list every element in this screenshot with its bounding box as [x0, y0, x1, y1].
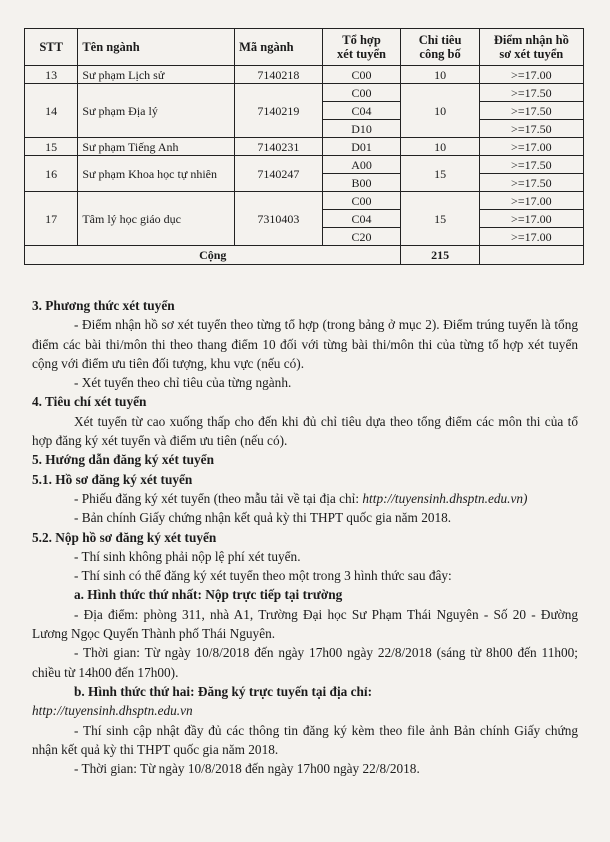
method-b-link[interactable]: http://tuyensinh.dhsptn.edu.vn [32, 703, 193, 719]
cell-stt: 15 [25, 138, 78, 156]
total-value: 215 [401, 246, 479, 265]
cell-combination: C00 [322, 192, 401, 210]
cell-quota: 15 [401, 192, 479, 246]
cell-combination: C04 [322, 210, 401, 228]
table-row [25, 156, 584, 174]
cell-quota: 10 [401, 66, 479, 84]
cell-major-name: Sư phạm Lịch sử [78, 66, 235, 84]
cell-major-code: 7140247 [235, 156, 323, 192]
cell-min-score: >=17.50 [479, 84, 583, 102]
header-quota-line1: Chỉ tiêu [418, 33, 462, 47]
cell-stt: 13 [25, 66, 78, 84]
header-quota [401, 29, 479, 66]
section-5-1-link[interactable]: http://tuyensinh.dhsptn.edu.vn) [362, 490, 528, 506]
cell-stt: 17 [25, 192, 78, 246]
cell-min-score: >=17.00 [479, 138, 583, 156]
table-row [25, 66, 584, 84]
cell-combination: C04 [322, 102, 401, 120]
section-5-2-paragraph-1: - Thí sinh không phải nộp lệ phí xét tuyển. [74, 548, 301, 564]
document-body [32, 296, 578, 778]
header-major-code: Mã ngành [235, 29, 323, 66]
section-5-1-paragraph-1 [32, 489, 578, 508]
section-5-2-paragraph-2: - Thí sinh có thể đăng ký xét tuyển theo một trong 3 hình thức sau đây: [74, 568, 452, 584]
header-min-score-line1: Điểm nhận hồ [493, 33, 569, 47]
cell-min-score: >=17.50 [479, 120, 583, 138]
section-5-title: 5. Hướng dẫn đăng ký xét tuyển [32, 452, 214, 468]
section-3-paragraph-1: - Điểm nhận hồ sơ xét tuyển theo từng tổ hợp (trong bảng ở mục 2). Điểm trúng tuyển là tổng điểm các bài thi/môn thi theo thang điểm 10 đối với từng bài thi/môn thi của từng tổ hợp xét tuyển cộng với điểm ưu tiên đối tượng, khu vực (nếu có). [32, 317, 578, 371]
section-5-1-form-text: - Phiếu đăng ký xét tuyển (theo mẫu tải về tại địa chỉ: [74, 490, 360, 506]
cell-min-score: >=17.50 [479, 102, 583, 120]
cell-quota: 10 [401, 138, 479, 156]
cell-combination: C20 [322, 228, 401, 246]
header-combination [322, 29, 401, 66]
header-min-score-line2: sơ xét tuyển [499, 47, 564, 61]
section-3-title: 3. Phương thức xét tuyển [32, 298, 175, 313]
table-total-row [25, 246, 584, 265]
cell-major-code: 7140218 [235, 66, 323, 84]
cell-stt: 16 [25, 156, 78, 192]
header-combination-line2: xét tuyển [337, 47, 386, 61]
header-min-score [479, 29, 583, 66]
cell-min-score: >=17.50 [479, 174, 583, 192]
cell-major-name: Sư phạm Tiếng Anh [78, 138, 235, 156]
section-4-title: 4. Tiêu chí xét tuyển [32, 394, 147, 410]
total-empty-cell [479, 246, 583, 265]
cell-combination: D10 [322, 120, 401, 138]
admission-quota-table [24, 28, 584, 265]
table-row [25, 138, 584, 156]
cell-combination: C00 [322, 66, 401, 84]
method-b-paragraph-1: - Thí sinh cập nhật đầy đủ các thông tin đăng ký kèm theo file ảnh Bản chính Giấy chứng nhận kết quả kỳ thi THPT quốc gia năm 2018. [32, 722, 578, 757]
cell-major-code: 7140219 [235, 84, 323, 138]
section-3-paragraph-2: - Xét tuyển theo chỉ tiêu của từng ngành. [74, 375, 292, 391]
cell-min-score: >=17.00 [479, 66, 583, 84]
header-stt: STT [25, 29, 78, 66]
method-a-title: a. Hình thức thứ nhất: Nộp trực tiếp tại trường [74, 587, 343, 603]
cell-min-score: >=17.00 [479, 210, 583, 228]
method-b-title: b. Hình thức thứ hai: Đăng ký trực tuyến tại địa chỉ: [74, 683, 373, 699]
cell-major-name: Tâm lý học giáo dục [78, 192, 235, 246]
section-5-1-paragraph-2: - Bản chính Giấy chứng nhận kết quả kỳ thi THPT quốc gia năm 2018. [74, 510, 452, 526]
cell-min-score: >=17.00 [479, 228, 583, 246]
method-a-paragraph-1: - Địa điểm: phòng 311, nhà A1, Trường Đại học Sư Phạm Thái Nguyên - Số 20 - Đường Lương Ngọc Quyến Thành phố Thái Nguyên. [32, 606, 578, 642]
cell-min-score: >=17.00 [479, 192, 583, 210]
table-row [25, 84, 584, 102]
cell-combination: C00 [322, 84, 401, 102]
section-5-2-title: 5.2. Nộp hồ sơ đăng ký xét tuyển [32, 529, 217, 545]
cell-min-score: >=17.50 [479, 156, 583, 174]
cell-major-name: Sư phạm Khoa học tự nhiên [78, 156, 235, 192]
cell-major-code: 7140231 [235, 138, 323, 156]
method-a-paragraph-2: - Thời gian: Từ ngày 10/8/2018 đến ngày 17h00 ngày 22/8/2018 (sáng từ 8h00 đến 11h00; chiều từ 14h00 đến 17h00). [32, 645, 578, 680]
cell-combination: A00 [322, 156, 401, 174]
header-major-name: Tên ngành [78, 29, 235, 66]
table-header-row [25, 29, 584, 66]
table-row [25, 192, 584, 210]
cell-combination: D01 [322, 138, 401, 156]
method-b-paragraph-2: - Thời gian: Từ ngày 10/8/2018 đến ngày 17h00 ngày 22/8/2018. [74, 761, 420, 777]
cell-stt: 14 [25, 84, 78, 138]
cell-combination: B00 [322, 174, 401, 192]
method-b-url-line [32, 701, 578, 720]
section-5-1-title: 5.1. Hồ sơ đăng ký xét tuyển [32, 471, 193, 487]
total-label: Cộng [25, 246, 401, 265]
cell-major-code: 7310403 [235, 192, 323, 246]
header-quota-line2: công bố [419, 47, 461, 61]
cell-major-name: Sư phạm Địa lý [78, 84, 235, 138]
cell-quota: 10 [401, 84, 479, 138]
header-combination-line1: Tổ hợp [342, 33, 381, 47]
section-4-paragraph-1: Xét tuyển từ cao xuống thấp cho đến khi đủ chỉ tiêu dựa theo tổng điểm các môn thi của tổ hợp đăng ký xét tuyển và điểm ưu tiên (nếu có). [32, 413, 578, 449]
cell-quota: 15 [401, 156, 479, 192]
